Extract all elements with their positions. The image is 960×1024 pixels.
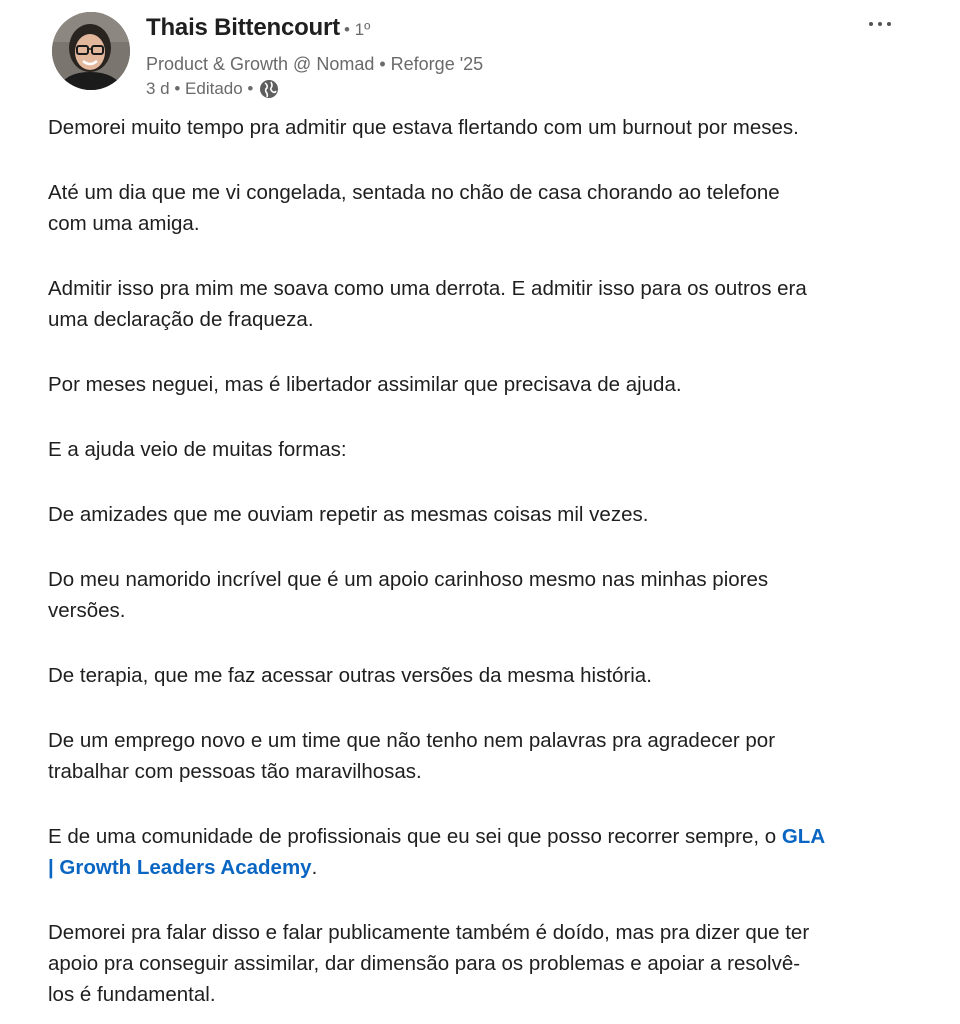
post-paragraph [48,177,908,239]
post-timestamp: 3 d • Editado • [146,79,254,98]
post-text: E de uma comunidade de profissionais que eu sei que posso recorrer sempre, o [48,825,782,848]
post-text: Admitir isso pra mim me soava como uma derrota. E admitir isso para os outros era [48,277,807,300]
company-mention-link[interactable]: GLA [781,825,826,848]
more-horizontal-icon [878,22,882,26]
post-paragraph [48,564,908,626]
avatar-image [52,12,130,90]
post-text: trabalhar com pessoas tão maravilhosas. [48,760,422,783]
post-text: Demorei pra falar disso e falar publicamente também é doído, mas pra dizer que ter [48,921,810,944]
author-line [146,14,370,42]
post-paragraph [48,112,908,143]
post-text: Até um dia que me vi congelada, sentada no chão de casa chorando ao telefone [48,181,780,204]
connection-degree: • 1º [343,20,371,39]
post-body [48,112,908,1010]
more-options-button[interactable] [860,12,900,36]
author-headline: Product & Growth @ Nomad • Reforge '25 [146,54,484,74]
post-text: E a ajuda veio de muitas formas: [48,438,347,461]
post-text: apoio pra conseguir assimilar, dar dimensão para os problemas e apoiar a resolvê- [48,952,801,975]
post-paragraph [48,660,908,691]
post-text: . [311,856,318,879]
post-header [52,12,912,96]
post-paragraph [48,821,908,883]
avatar[interactable] [52,12,130,90]
post-meta [146,79,279,99]
globe-icon [259,79,279,99]
post-paragraph [48,725,908,787]
post-text: los é fundamental. [48,983,216,1006]
more-horizontal-icon [887,22,891,26]
post-paragraph [48,917,908,1010]
post-text: De um emprego novo e um time que não tenho nem palavras pra agradecer por [48,729,776,752]
post-text: uma declaração de fraqueza. [48,308,314,331]
company-mention-link[interactable]: | Growth Leaders Academy [48,856,312,879]
author-name[interactable]: Thais Bittencourt [146,14,340,41]
post-text: Por meses neguei, mas é libertador assimilar que precisava de ajuda. [48,373,682,396]
post-text: Demorei muito tempo pra admitir que estava flertando com um burnout por meses. [48,116,799,139]
post-text: De amizades que me ouviam repetir as mesmas coisas mil vezes. [48,503,649,526]
post-text: Do meu namorido incrível que é um apoio carinhoso mesmo nas minhas piores [48,568,769,591]
post-paragraph [48,499,908,530]
post-text: com uma amiga. [48,212,200,235]
post-text: De terapia, que me faz acessar outras versões da mesma história. [48,664,652,687]
post-paragraph [48,434,908,465]
post-paragraph [48,273,908,335]
post-text: versões. [48,599,126,622]
more-horizontal-icon [869,22,873,26]
post-paragraph [48,369,908,400]
